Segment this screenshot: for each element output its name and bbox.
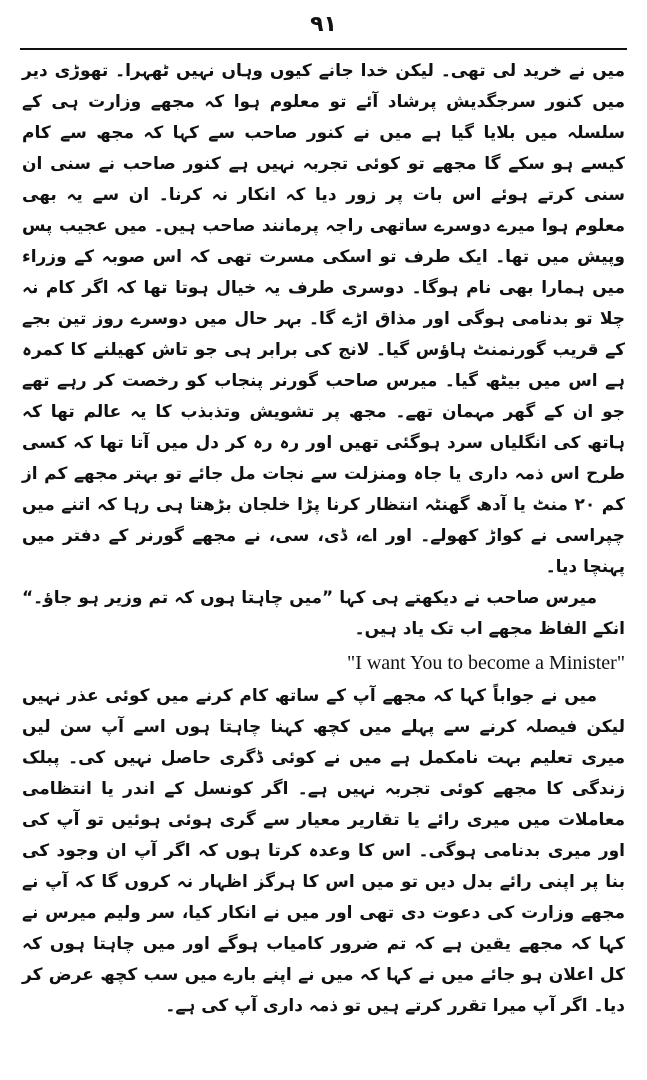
header-rule [20, 48, 627, 50]
paragraph-2: میرس صاحب نے دیکھتے ہی کہا ”میں چاہتا ہوں کہ تم وزیر ہو جاؤ۔“ انکے الفاظ مجھے اب تک یاد ہیں۔ [22, 588, 625, 639]
page-body [22, 56, 625, 1022]
page-number: ۹۱ [310, 12, 337, 37]
english-quote: "I want You to become a Minister" [347, 652, 625, 674]
paragraph-1: میں نے خرید لی تھی۔ لیکن خدا جانے کیوں وہاں نہیں ٹھہرا۔ تھوڑی دیر میں کنور سرجگدیش پرشاد آئے تو معلوم ہوا کہ مجھے وزارت ہی کے سلسلہ میں بلایا گیا ہے میں نے کنور صاحب سے کہا کہ مجھ سے کام کیسے ہو سکے گا مجھے تو کوئی تجربہ نہیں ہے کنور صاحب نے سنی ان سنی کرتے ہوئے اس بات پر زور دیا کہ انکار نہ کرنا۔ ان سے یہ بھی معلوم ہوا میرے دوسرے ساتھی راجہ پرمانند صاحب ہیں۔ میں عجیب پس وپیش میں تھا۔ ایک طرف تو اسکی مسرت تھی کہ اس صوبہ کے وزراء میں ہمارا بھی نام ہوگا۔ دوسری طرف یہ خیال ہوتا تھا کہ اگر کام نہ چلا تو بدنامی ہوگی اور مذاق اڑے گا۔ بہر حال میں دوسرے روز تین بجے کے قریب گورنمنٹ ہاؤس گیا۔ لانج کی برابر ہی جو تاش کھیلنے کا کمرہ ہے اس میں بیٹھ گیا۔ میرس صاحب گورنر پنجاب کو رخصت کر رہے تھے جو ان کے گھر مہمان تھے۔ مجھ پر تشویش وتذبذب کا یہ عالم تھا کہ ہاتھ کی انگلیاں سرد ہوگئی تھیں اور رہ رہ کر دل میں آتا تھا کہ کسی طرح اس ذمہ داری یا جاہ ومنزلت سے نجات مل جائے تو بہتر مجھے کم از کم ۲۰ منٹ یا آدھ گھنٹہ انتظار کرنا پڑا خلجان بڑھتا ہی رہا کہ اتنے میں چپراسی نے کواڑ کھولے۔ اور اے، ڈی، سی، نے مجھے گورنر کے دفتر میں پہنچا دیا۔ [22, 61, 625, 577]
paragraph-3: میں نے جواباً کہا کہ مجھے آپ کے ساتھ کام کرنے میں کوئی عذر نہیں لیکن فیصلہ کرنے سے پہلے میں کچھ کہنا چاہتا ہوں اسے آپ سن لیں میری تعلیم بہت نامکمل ہے میں نے کوئی ڈگری حاصل نہیں کی۔ پبلک زندگی کا مجھے کوئی تجربہ نہیں ہے۔ اگر کونسل کے اندر یا انتظامی معاملات میں میری رائے یا تقاریر معیار سے گری ہوئی ہوئیں تو آپ کی اور میری بدنامی ہوگی۔ اس کا وعدہ کرتا ہوں کہ اگر آپ ان وجود کی بنا پر اپنی رائے بدل دیں تو میں اس کا ہرگز اظہار نہ کروں گا کہ آپ نے مجھے وزارت کی دعوت دی تھی اور میں نے انکار کیا، سر ولیم میرس نے کہا کہ مجھے یقین ہے کہ تم ضرور کامیاب ہوگے اور میں چاہتا ہوں کہ کل اعلان ہو جائے میں نے کہا کہ میں نے اپنے بارے میں سب کچھ عرض کر دیا۔ اگر آپ میرا تقرر کرتے ہیں تو ذمہ داری آپ کی ہے۔ [22, 686, 625, 1016]
